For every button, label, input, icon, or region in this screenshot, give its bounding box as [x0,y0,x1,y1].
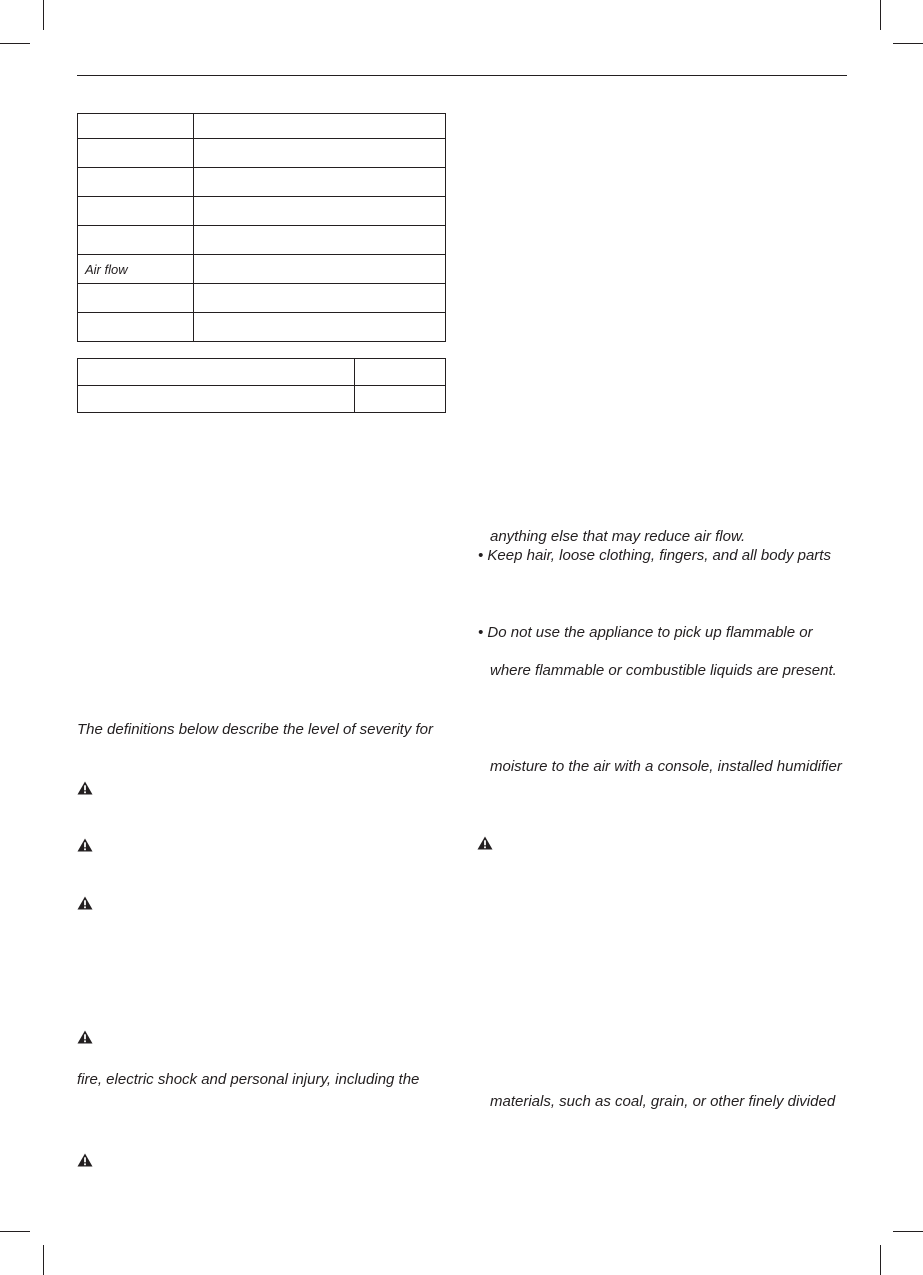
spec-label: Air flow [78,255,194,284]
crop-mark [893,43,923,44]
crop-mark [0,1231,30,1232]
spec-value [194,255,446,284]
crop-mark [880,1245,881,1275]
spec-value [194,139,446,168]
fire-shock-text: fire, electric shock and personal injury, including the [77,1071,420,1088]
table-row [78,114,446,139]
header-rule [77,75,847,76]
warning-triangle-icon [77,1030,93,1044]
table-row [78,284,446,313]
weight-value [355,386,446,413]
warning-triangle-icon [77,896,93,910]
table-row [78,139,446,168]
spec-label [78,197,194,226]
flammable-bullet: • Do not use the appliance to pick up flammable or [478,624,813,641]
spec-label [78,313,194,342]
keep-hair-bullet: • Keep hair, loose clothing, fingers, and all body parts [478,547,831,564]
crop-mark [43,1245,44,1275]
air-flow-text: anything else that may reduce air flow. [490,528,746,545]
spec-label [78,226,194,255]
spec-value [194,226,446,255]
table-row [78,168,446,197]
weight-label [78,359,355,386]
spec-value [194,313,446,342]
moisture-text: moisture to the air with a console, installed humidifier [490,758,842,775]
spec-value [194,284,446,313]
spec-value [194,197,446,226]
warning-triangle-icon [77,1153,93,1167]
table-row [78,313,446,342]
weight-value [355,359,446,386]
table-row [78,197,446,226]
crop-mark [893,1231,923,1232]
table-row [78,386,446,413]
spec-label [78,139,194,168]
spec-label [78,114,194,139]
table-row [78,359,446,386]
spec-label [78,168,194,197]
materials-text: materials, such as coal, grain, or other finely divided [490,1093,836,1110]
spec-label [78,284,194,313]
weight-table [77,358,446,413]
spec-value [194,114,446,139]
spec-value [194,168,446,197]
crop-mark [880,0,881,30]
definitions-intro: The definitions below describe the level of severity for [77,721,434,738]
table-row [78,255,446,284]
spec-table [77,113,446,342]
table-row [78,226,446,255]
warning-triangle-icon [77,838,93,852]
crop-mark [43,0,44,30]
warning-triangle-icon [477,836,493,850]
warning-triangle-icon [77,781,93,795]
weight-label [78,386,355,413]
crop-mark [0,43,30,44]
combustible-liquids-text: where flammable or combustible liquids are present. [490,662,837,679]
